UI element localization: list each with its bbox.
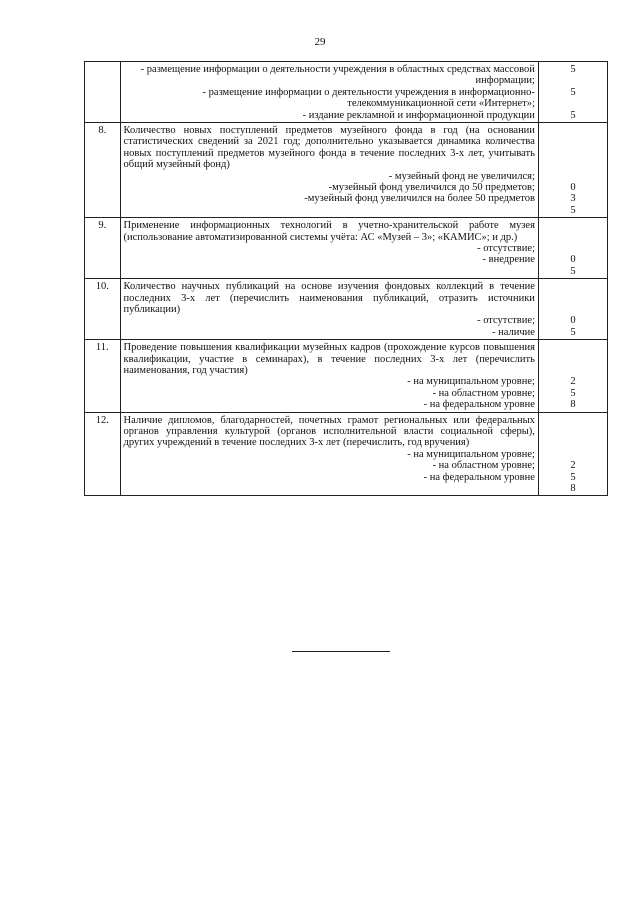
- row-number: 8.: [85, 123, 121, 218]
- option-text: - на областном уровне;: [432, 460, 535, 472]
- criterion-heading: Применение информационных технологий в учетно-хранительской работе музея (использование автоматизированной системы учёта: АС «Музей – 3»; «КАМИС»; и др.): [123, 220, 535, 243]
- option-points: 5: [570, 109, 576, 121]
- points-cell: [538, 412, 607, 496]
- option-text: - на федеральном уровне: [423, 471, 535, 483]
- criterion-heading: Количество новых поступлений предметов музейного фонда в год (на основании статистических сведений за 2021 год; дополнительно указывается динамика количества новых поступлений предметов музейного фонда в течение последних 3-х лет, учитывать общий музейный фонд): [123, 125, 535, 171]
- option-points: 2: [570, 460, 576, 472]
- option-points: 5: [570, 64, 576, 75]
- criterion-cell: [120, 218, 538, 279]
- option-points: 5: [570, 204, 576, 216]
- option-points: 5: [570, 265, 576, 277]
- option-points: 3: [570, 193, 576, 205]
- option-text: - на муниципальном уровне;: [407, 448, 535, 460]
- criterion-heading: Количество научных публикаций на основе изучения фондовых коллекций в течение последних 3-х лет (перечислить наименования публикаций, отразить источники публикации): [123, 281, 535, 315]
- option-text: - музейный фонд не увеличился;: [388, 170, 535, 182]
- option-text: - на муниципальном уровне;: [407, 376, 535, 388]
- table-row: [85, 123, 608, 218]
- option-text: -музейный фонд увеличился на более 50 предметов: [304, 193, 535, 205]
- criterion-cell: [120, 412, 538, 496]
- option-text: - внедрение: [482, 254, 535, 266]
- table-row: [85, 279, 608, 340]
- option-text: -музейный фонд увеличился до 50 предметов;: [328, 182, 535, 194]
- row-number: 10.: [85, 279, 121, 340]
- points-cell: [538, 123, 607, 218]
- option-points: 0: [570, 315, 576, 327]
- option-text: - отсутствие;: [477, 315, 535, 327]
- option-points: 5: [570, 471, 576, 483]
- option-text: - наличие: [492, 326, 535, 338]
- row-number: 9.: [85, 218, 121, 279]
- divider-line: [292, 651, 390, 652]
- option-text: - на областном уровне;: [432, 387, 535, 399]
- table-row: [85, 412, 608, 496]
- option-text: - размещение информации о деятельности учреждения в областных средствах массовой информации;: [140, 64, 535, 87]
- criterion-cell: [120, 340, 538, 412]
- points-cell: [538, 279, 607, 340]
- criterion-cell: [120, 62, 538, 123]
- option-text: - размещение информации о деятельности учреждения в информационно-телекоммуникационной сети «Интернет»;: [202, 86, 535, 110]
- criteria-table: [84, 61, 608, 496]
- row-number: 11.: [85, 340, 121, 412]
- table-row: [85, 62, 608, 123]
- option-text: - на федеральном уровне: [423, 399, 535, 411]
- option-points: 5: [570, 86, 576, 98]
- page-number: 29: [314, 36, 326, 48]
- option-points: 0: [570, 181, 576, 193]
- option-points: 2: [570, 376, 576, 388]
- table-row: [85, 340, 608, 412]
- option-points: 0: [570, 254, 576, 266]
- points-cell: [538, 340, 607, 412]
- criterion-cell: [120, 123, 538, 218]
- table-row: [85, 218, 608, 279]
- option-points: 5: [570, 387, 576, 399]
- points-cell: [538, 218, 607, 279]
- option-points: 8: [570, 482, 576, 494]
- points-cell: [538, 62, 607, 123]
- row-number: 12.: [85, 412, 121, 496]
- option-points: 5: [570, 326, 576, 338]
- option-text: - издание рекламной и информационной продукции: [302, 109, 535, 121]
- option-points: 8: [570, 399, 576, 411]
- criterion-heading: Наличие дипломов, благодарностей, почетных грамот региональных или федеральных органов управления культурой (органов исполнительной власти социальной сферы), других учреждений в течение последних 3-х лет (перечислить, год вручения): [123, 414, 535, 449]
- criterion-cell: [120, 279, 538, 340]
- criterion-heading: Проведение повышения квалификации музейных кадров (прохождение курсов повышения квалификации, участие в семинарах), в течение последних 3-х лет (перечислить наименования, год участия): [123, 342, 535, 376]
- row-number: [85, 62, 121, 123]
- option-text: - отсутствие;: [477, 242, 535, 254]
